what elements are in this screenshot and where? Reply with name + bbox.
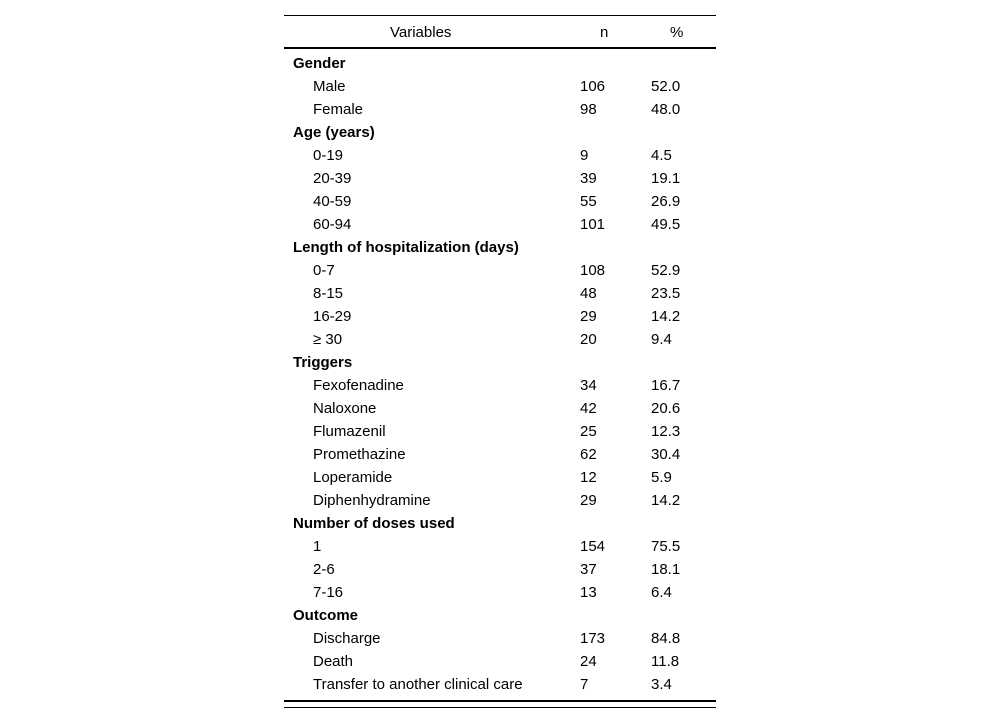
row-count: 13 (580, 584, 597, 601)
row-label: 20-39 (313, 170, 352, 187)
row-count: 29 (580, 308, 597, 325)
row-percent: 52.9 (651, 262, 681, 279)
row-count: 48 (580, 285, 597, 302)
category-row (284, 121, 716, 144)
row-count: 12 (580, 469, 597, 486)
row-count: 108 (580, 262, 606, 279)
row-percent: 48.0 (651, 101, 681, 118)
row-percent: 52.0 (651, 78, 681, 95)
table-row (284, 75, 716, 98)
header-variables: Variables (390, 24, 452, 41)
table-row (284, 259, 716, 282)
row-count: 101 (580, 216, 606, 233)
row-count: 29 (580, 492, 597, 509)
row-count: 34 (580, 377, 597, 394)
table-row (284, 98, 716, 121)
row-count: 42 (580, 400, 597, 417)
row-count: 24 (580, 653, 597, 670)
category-label: Outcome (293, 607, 359, 624)
row-count: 25 (580, 423, 597, 440)
row-percent: 23.5 (651, 285, 681, 302)
category-label: Age (years) (293, 124, 375, 141)
row-label: 0-19 (313, 147, 344, 164)
row-label: 60-94 (313, 216, 352, 233)
row-percent: 26.9 (651, 193, 681, 210)
table-body (284, 49, 716, 700)
row-percent: 20.6 (651, 400, 681, 417)
header-n: n (600, 24, 609, 41)
row-label: 16-29 (313, 308, 352, 325)
row-label: Discharge (313, 630, 381, 647)
row-label: Fexofenadine (313, 377, 404, 394)
table-row (284, 167, 716, 190)
row-percent: 3.4 (651, 676, 672, 693)
row-percent: 49.5 (651, 216, 681, 233)
category-label: Gender (293, 55, 346, 72)
table-row (284, 650, 716, 673)
row-percent: 14.2 (651, 492, 681, 509)
table-row (284, 190, 716, 213)
row-percent: 16.7 (651, 377, 681, 394)
row-percent: 75.5 (651, 538, 681, 555)
category-label: Triggers (293, 354, 353, 371)
row-label: Diphenhydramine (313, 492, 431, 509)
table-header-row (284, 16, 716, 47)
row-label: Transfer to another clinical care (313, 676, 523, 693)
category-row (284, 351, 716, 374)
row-count: 20 (580, 331, 597, 348)
table-row (284, 213, 716, 236)
table-row (284, 443, 716, 466)
table-bottom-rule-secondary (284, 707, 716, 708)
category-label: Number of doses used (293, 515, 455, 532)
row-count: 62 (580, 446, 597, 463)
table-bottom-rule (284, 700, 716, 702)
row-count: 55 (580, 193, 597, 210)
row-count: 154 (580, 538, 606, 555)
header-percent: % (670, 24, 684, 41)
table-row (284, 305, 716, 328)
row-percent: 84.8 (651, 630, 681, 647)
row-label: Flumazenil (313, 423, 386, 440)
row-percent: 30.4 (651, 446, 681, 463)
row-count: 9 (580, 147, 589, 164)
row-percent: 11.8 (651, 653, 680, 670)
table-row (284, 144, 716, 167)
row-label: 0-7 (313, 262, 335, 279)
row-label: Male (313, 78, 346, 95)
row-label: 2-6 (313, 561, 335, 578)
row-label: 40-59 (313, 193, 352, 210)
row-percent: 19.1 (651, 170, 681, 187)
row-label: Female (313, 101, 364, 118)
table-row (284, 328, 716, 351)
category-row (284, 52, 716, 75)
row-label: Naloxone (313, 400, 377, 417)
row-percent: 14.2 (651, 308, 681, 325)
row-percent: 6.4 (651, 584, 672, 601)
row-percent: 4.5 (651, 147, 672, 164)
table-row (284, 627, 716, 650)
table-row (284, 466, 716, 489)
table-row (284, 420, 716, 443)
table-row (284, 374, 716, 397)
row-label: ≥ 30 (313, 331, 343, 348)
row-percent: 18.1 (651, 561, 681, 578)
table-row (284, 581, 716, 604)
category-row (284, 236, 716, 259)
data-table (284, 15, 716, 708)
row-count: 173 (580, 630, 606, 647)
table-row (284, 558, 716, 581)
row-percent: 12.3 (651, 423, 681, 440)
row-label: 1 (313, 538, 322, 555)
row-percent: 9.4 (651, 331, 672, 348)
row-label: Death (313, 653, 354, 670)
category-row (284, 604, 716, 627)
row-count: 37 (580, 561, 597, 578)
table-row (284, 535, 716, 558)
table-row (284, 397, 716, 420)
row-count: 98 (580, 101, 597, 118)
row-label: 8-15 (313, 285, 344, 302)
row-count: 39 (580, 170, 597, 187)
row-label: Promethazine (313, 446, 406, 463)
row-percent: 5.9 (651, 469, 672, 486)
row-label: 7-16 (313, 584, 344, 601)
category-row (284, 512, 716, 535)
table-row (284, 282, 716, 305)
row-count: 7 (580, 676, 589, 693)
table-row (284, 673, 716, 696)
row-label: Loperamide (313, 469, 393, 486)
row-count: 106 (580, 78, 606, 95)
category-label: Length of hospitalization (days) (293, 239, 519, 256)
table-row (284, 489, 716, 512)
